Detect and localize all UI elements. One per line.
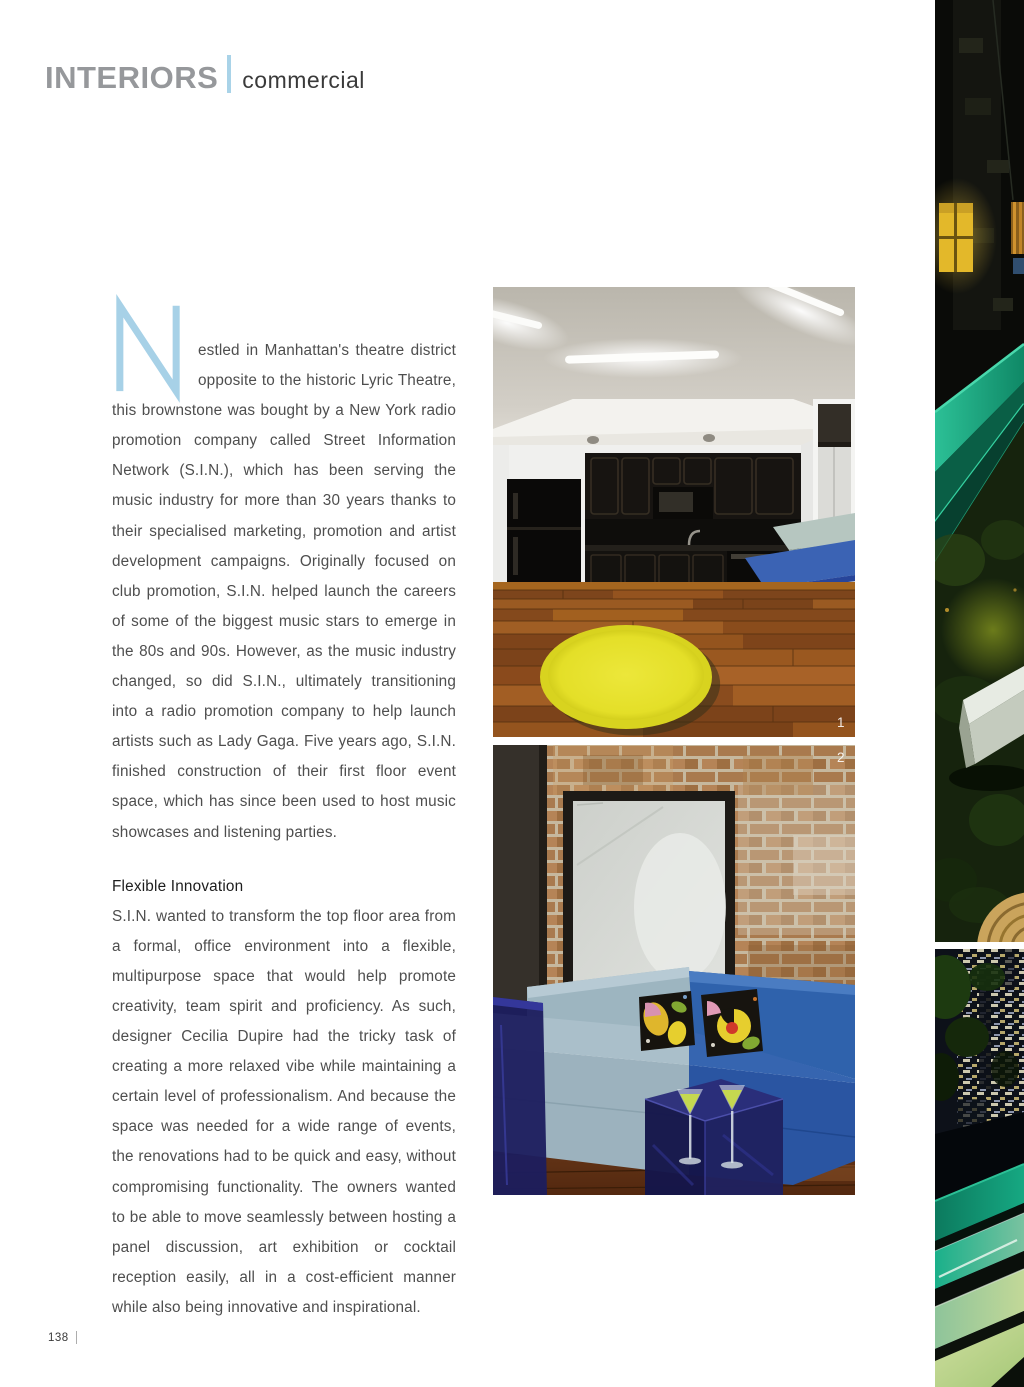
edge-photo-city-glass-roof [935, 949, 1024, 1387]
section-title: INTERIORS [45, 60, 219, 95]
dropcap-n-glyph [112, 336, 186, 392]
acrylic-cube-table [645, 1079, 783, 1195]
figure2-number: 2 [836, 750, 845, 765]
magazine-header [45, 55, 365, 93]
intro-paragraph: estled in Manhattan's theatre district opposite to the historic Lyric Theatre, this brownstone was bought by a New York radio promotion company called Street Information Network (S.I.N.), which has been serving the music industry for more than 30 years thanks to their specialised marketing, promotion and artist development campaigns. Originally focused on club promotion, S.I.N. helped launch the careers of some of the biggest music stars to emerge in the 80s and 90s. However, as the music industry changed, so did S.I.N., ultimately transitioning into a radio promotion company to help launch artists such as Lady Gaga. Five years ago, S.I.N. finished construction of their first floor event space, which has since been used to host music showcases and listening parties. [112, 342, 456, 841]
page-number: 138 [48, 1331, 69, 1344]
photo-kitchen-event-space [493, 287, 855, 737]
header-divider-bar [227, 55, 231, 93]
kitchen-refrigerator [507, 479, 581, 589]
article-text-column [112, 336, 456, 1323]
section-category: commercial [242, 67, 365, 93]
kitchen-ceiling [493, 287, 855, 461]
figure1-number: 1 [836, 715, 845, 730]
acrylic-cube-left [493, 997, 547, 1195]
footer-divider-bar [76, 1331, 77, 1344]
green-glass-roof [935, 1164, 1024, 1387]
photo-brick-lounge [493, 745, 855, 1195]
page-footer [48, 1331, 77, 1344]
subheading: Flexible Innovation [112, 877, 244, 895]
edge-photo-night-garden [935, 0, 1024, 942]
second-paragraph: S.I.N. wanted to transform the top floor area from a formal, office environment into a flexible, multipurpose space that would help promote creativity, team spirit and proficiency. As such, designer Cecilia Dupire had the tricky task of creating a more relaxed vibe while maintaining a certain level of professionalism. And because the space was needed for a wide range of events, the renovations had to be quick and easy, without compromising functionality. The owners wanted to be able to move seamlessly between hosting a panel discussion, art exhibition or cocktail reception easily, all in a cost-efficient manner while also being innovative and inspirational. [112, 907, 456, 1316]
